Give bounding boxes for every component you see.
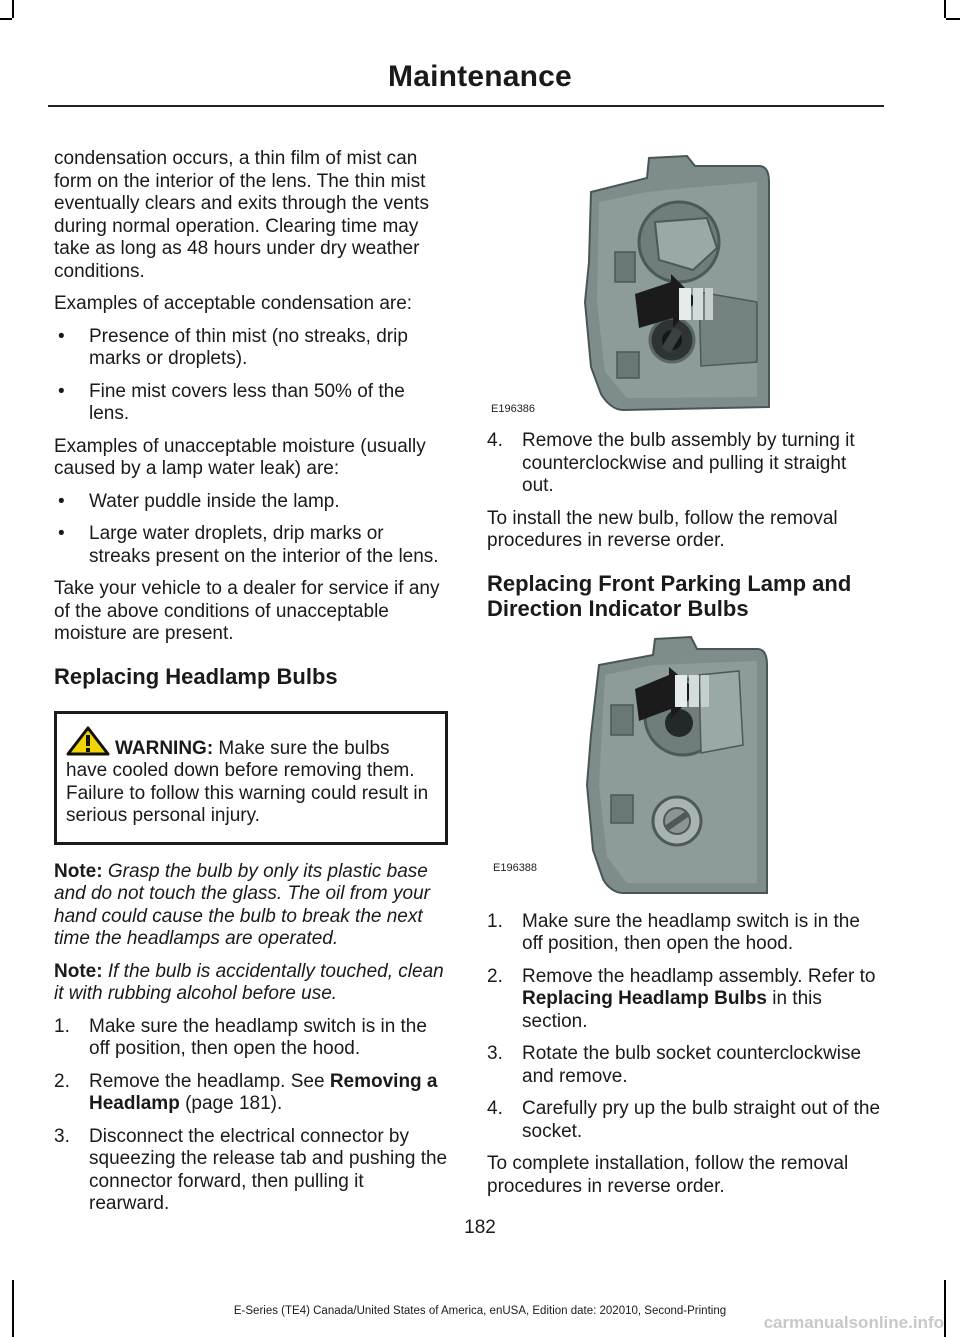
section-heading: Replacing Front Parking Lamp and Direction Indicator Bulbs (487, 570, 852, 621)
cross-reference-link[interactable]: Removing a Headlamp (89, 1070, 438, 1114)
warning-box (54, 711, 448, 845)
bullet-icon: • (58, 325, 65, 347)
complete-paragraph: To complete installation, follow the removal procedures in reverse order. (487, 1153, 849, 1197)
crop-mark (944, 0, 946, 18)
headlamp-rear-illustration (487, 152, 882, 414)
list-item: • Large water droplets, drip marks or streaks present on the interior of the lens. (58, 523, 439, 567)
warning-label: WARNING: (115, 737, 214, 759)
bulb-removal-step (487, 430, 882, 498)
note-paragraph: Note: If the bulb is accidentally touched, clean it with rubbing alcohol before use. (54, 960, 444, 1004)
left-column (54, 148, 448, 1226)
dealer-paragraph: Take your vehicle to a dealer for service if any of the above conditions of unacceptable moisture are present. (54, 578, 440, 644)
edition-footer: E-Series (TE4) Canada/United States of America, enUSA, Edition date: 202010, Second-Printing (233, 1305, 727, 1317)
bullet-icon: • (58, 523, 65, 544)
condensation-paragraph: condensation occurs, a thin film of mist can form on the interior of the lens. The thin mist eventually clears and exits through the vents during normal operation. Clearing time may take as long as 48 hours under dry weather conditions. (54, 148, 429, 282)
cross-reference-link[interactable]: Replacing Headlamp Bulbs (522, 988, 767, 1009)
acceptable-intro: Examples of acceptable condensation are: (54, 293, 413, 314)
step-item: 4. Carefully pry up the bulb straight out of the socket. (487, 1098, 881, 1142)
warning-text: Make sure the bulbs have cooled down before removing them. Failure to follow this warning could result in serious personal injury. (66, 737, 429, 826)
list-item: • Presence of thin mist (no streaks, drip marks or droplets). (58, 325, 408, 369)
figure-code: E196386 (491, 403, 536, 415)
headlamp-figure (487, 152, 882, 414)
note-paragraph: Note: Grasp the bulb by only its plastic base and do not touch the glass. The oil from your hand could cause the bulb to break the next time the headlamps are operated. (54, 860, 430, 949)
crop-mark (0, 18, 12, 20)
step-item: 2. Remove the headlamp. See Removing a Headlamp (page 181). (54, 1070, 438, 1114)
right-column (487, 152, 882, 1208)
acceptable-list (54, 326, 448, 426)
step-item: 1. Make sure the headlamp switch is in the off position, then open the hood. (487, 910, 860, 954)
step-item: 4. Remove the bulb assembly by turning it counterclockwise and pulling it straight out. (487, 430, 855, 496)
header-divider (48, 105, 884, 107)
step-item: 1. Make sure the headlamp switch is in the off position, then open the hood. (54, 1015, 427, 1059)
headlamp-steps (54, 1016, 448, 1216)
unacceptable-list (54, 491, 448, 569)
list-item: • Water puddle inside the lamp. (58, 490, 340, 512)
bullet-icon: • (58, 490, 65, 512)
unacceptable-intro: Examples of unacceptable moisture (usually caused by a lamp water leak) are: (54, 435, 426, 479)
bullet-icon: • (58, 380, 65, 402)
crop-mark (946, 18, 960, 20)
list-item: • Fine mist covers less than 50% of the lens. (58, 380, 405, 424)
crop-mark (12, 0, 14, 18)
watermark: carmanualsonline.info (763, 1313, 944, 1332)
warning-triangle-icon (66, 726, 110, 756)
parking-lamp-rear-illustration (487, 635, 882, 897)
step-item: 2. Remove the headlamp assembly. Refer to Replacing Headlamp Bulbs in this section. (487, 965, 876, 1032)
figure-code: E196388 (493, 861, 538, 874)
section-heading: Replacing Headlamp Bulbs (54, 663, 338, 689)
parking-lamp-steps (487, 911, 882, 1144)
page-title: Maintenance (388, 60, 572, 93)
install-paragraph: To install the new bulb, follow the removal procedures in reverse order. (487, 507, 838, 551)
parking-lamp-figure (487, 635, 882, 897)
page-number: 182 (464, 1217, 496, 1238)
step-item: 3. Rotate the bulb socket counterclockwise and remove. (487, 1043, 862, 1087)
step-item: 3. Disconnect the electrical connector by squeezing the release tab and pushing the connector forward, then pulling it rearward. (54, 1125, 448, 1214)
